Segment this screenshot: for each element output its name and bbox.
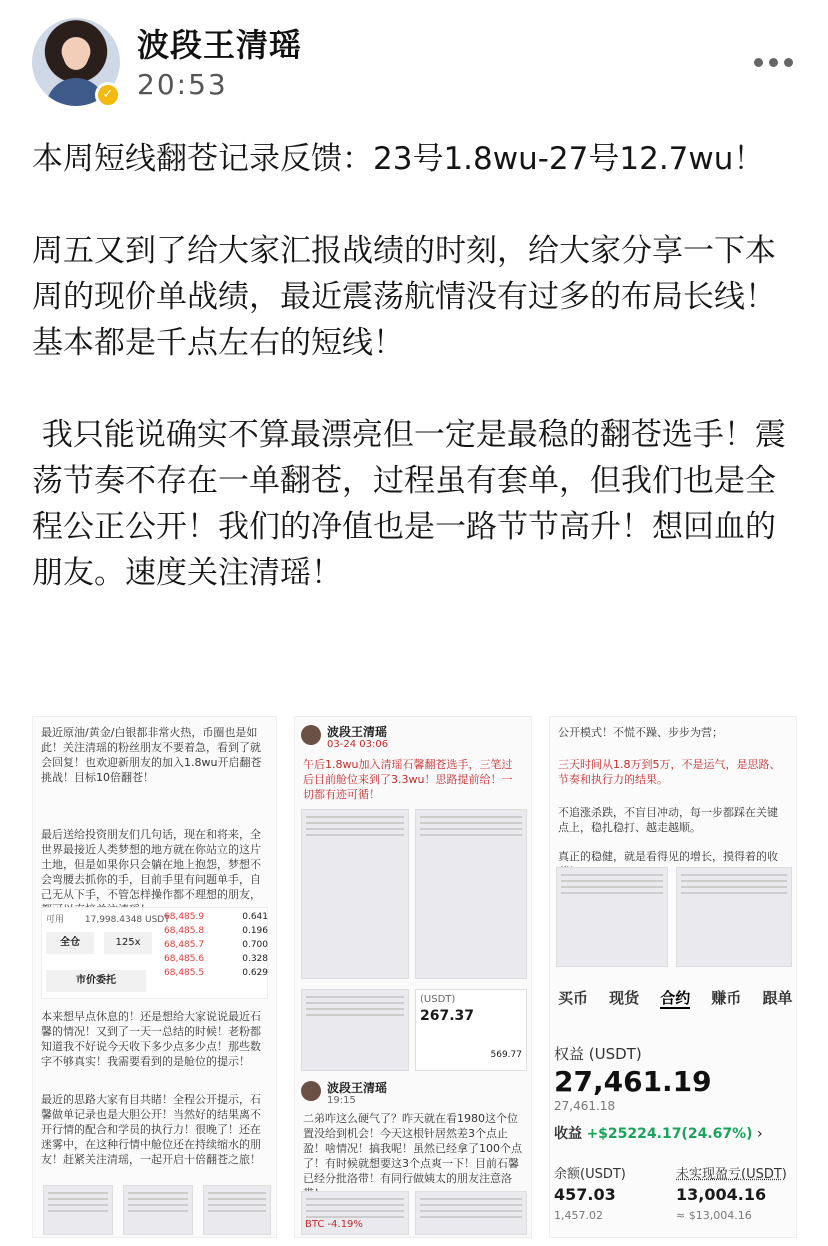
post-paragraph: 本周短线翻苍记录反馈：23号1.8wu-27号12.7wu！ xyxy=(32,141,765,177)
image-text: 最近原油/黄金/白银都非常火热，币圈也是如此！关注清瑶的粉丝朋友不要着急，看到了就会回复！也欢迎新朋友的加入1.8wu开启翻苍挑战！目标10倍翻苍！ xyxy=(41,726,262,784)
ticker-label: BTC -4.19% xyxy=(305,1219,363,1230)
author-name[interactable]: 波段王清瑶 xyxy=(137,26,303,64)
exchange-tabs xyxy=(558,987,797,1008)
post-image-2[interactable] xyxy=(294,716,532,1238)
balance-label: 余额(USDT) xyxy=(554,1167,626,1182)
unrealized-value: 13,004.16 xyxy=(676,1185,767,1204)
tab-buy[interactable]: 买币 xyxy=(558,989,589,1007)
orderbook-row: 68,485.9 0.641 xyxy=(164,912,268,922)
post-timestamp: 20:53 xyxy=(137,68,228,101)
balance-sub: 1,457.02 xyxy=(554,1209,603,1222)
image-text: 本来想早点休息的！还是想给大家说说最近石馨的情况！又到了一天一总结的时候！老粉都知道我不好说今天收下多少点多少点！那些数字不够真实！我需要看到的是舱位的提示！ xyxy=(41,1010,261,1068)
orderbook-row: 68,485.7 0.700 xyxy=(164,940,268,950)
image-text: 最近的思路大家有目共睹！全程公开提示，石馨做单记录也是大胆公开！当然好的结果离不开行情的配合和学员的执行力！很晚了！还在迷雾中，在这种行情中舱位还在持续缩水的朋友！赶紧关注清瑶，一起开启十倍翻苍之旅！ xyxy=(41,1093,261,1166)
pnl-card xyxy=(415,989,527,1071)
balance-value: 457.03 xyxy=(554,1185,616,1204)
chevron-right-icon[interactable]: › xyxy=(757,1126,763,1142)
pnl-value: +$25224.17(24.67%) xyxy=(586,1126,753,1142)
tab-earn[interactable]: 赚币 xyxy=(711,989,742,1007)
post-body xyxy=(32,136,802,642)
image-text: 真正的稳健，就是看得见的增长，摸得着的收 xyxy=(558,850,778,863)
image-author: 波段王清瑶 xyxy=(327,725,388,739)
orderbook-row: 68,485.6 0.328 xyxy=(164,954,268,964)
post-paragraph: 周五又到了给大家汇报战绩的时刻，给大家分享一下本周的现价单战绩，最近震荡航情没有过多的布局长线！基本都是千点左右的短线！ xyxy=(32,233,776,361)
image-date: 03-24 03:06 xyxy=(327,739,389,750)
screenshot-thumb xyxy=(43,1185,113,1235)
pnl-value: 267.37 xyxy=(420,1008,475,1024)
tab-copy[interactable]: 跟单 xyxy=(762,989,793,1007)
pnl-label: 收益 xyxy=(554,1126,582,1142)
avail-label: 可用 xyxy=(46,915,65,925)
screenshot-thumb xyxy=(556,867,668,967)
pnl-unit: (USDT) xyxy=(420,994,456,1005)
image-grid xyxy=(32,716,797,1238)
margin-mode-select[interactable]: 全仓 xyxy=(46,932,94,954)
pnl-row xyxy=(554,1123,763,1143)
equity-value: 27,461.19 xyxy=(554,1065,712,1098)
equity-sub: 27,461.18 xyxy=(554,1099,616,1113)
avail-value: 17,998.4348 USDT xyxy=(84,915,170,925)
tab-futures[interactable]: 合约 xyxy=(660,989,691,1007)
image-text: 三天时间从1.8万到5万，不是运气，是思路、节奏和执行力的结果。 xyxy=(558,758,781,786)
mini-avatar xyxy=(301,1081,321,1101)
avatar-face xyxy=(63,38,89,70)
screenshot-thumb xyxy=(203,1185,271,1235)
screenshot-thumb xyxy=(676,867,792,967)
screenshot-thumb xyxy=(301,989,409,1071)
unrealized-label: 未实现盈亏(USDT) xyxy=(676,1167,787,1182)
screenshot-thumb xyxy=(301,809,409,979)
image-author: 波段王清瑶 xyxy=(327,1081,388,1095)
screenshot-thumb xyxy=(415,1191,527,1235)
orderbook xyxy=(164,910,268,980)
pnl-price: 569.77 xyxy=(490,1050,522,1060)
order-panel xyxy=(41,907,268,999)
post-image-3[interactable] xyxy=(549,716,797,1238)
order-type-select[interactable]: 市价委托 xyxy=(46,970,146,992)
post-paragraph: 我只能说确实不算最漂亮但一定是最稳的翻苍选手！震荡节奏不存在一单翻苍，过程虽有套单，但我们也是全程公正公开！我们的净值也是一路节节高升！想回血的朋友。速度关注清瑶！ xyxy=(32,417,786,591)
screenshot-thumb xyxy=(123,1185,193,1235)
equity-label: 权益 (USDT) xyxy=(554,1045,642,1063)
mini-avatar xyxy=(301,725,321,745)
screenshot-thumb xyxy=(415,809,527,979)
image-text: 不追涨杀跌，不盲目冲动，每一步都踩在关键点上，稳扎稳打、越走越顺。 xyxy=(558,806,778,834)
post-image-1[interactable] xyxy=(32,716,277,1238)
image-text: 公开模式！不慌不躁、步步为营； xyxy=(558,726,723,739)
post-header xyxy=(0,0,828,120)
image-text: 午后1.8wu加入清瑶石馨翻苍选手，三笔过后目前舱位来到了3.3wu！思路提前给！一切都有迹可循！ xyxy=(303,758,513,801)
orderbook-row: 68,485.5 0.629 xyxy=(164,968,268,978)
verified-badge-icon: ✓ xyxy=(95,82,121,108)
orderbook-row: 68,485.8 0.196 xyxy=(164,926,268,936)
leverage-select[interactable]: 125x xyxy=(104,932,152,954)
more-options-icon[interactable] xyxy=(754,54,794,70)
unrealized-sub: ≈ $13,004.16 xyxy=(676,1209,752,1222)
image-text: 二弟咋这么硬气了？昨天就在看1980这个位置没给到机会！今天这根针居然差3个点止盈！啥情况！搞我呢！虽然已经拿了100个点了！有时候就想要这3个点爽一下！目前石馨已经分批洛带！有同行做姨太的朋友注意洛 xyxy=(303,1112,522,1185)
tab-spot[interactable]: 现货 xyxy=(609,989,640,1007)
image-text: 最后送给投资朋友们几句话，现在和将来，全世界最接近人类梦想的地方就在你站立的这片土地，但是如果你只会躺在地上抱怨，梦想不会弯腰去抓你的手，目前手里有问题单手，自己无从下手，不管怎样操作都不理想的朋友， xyxy=(41,828,261,901)
image-time: 19:15 xyxy=(327,1095,356,1106)
